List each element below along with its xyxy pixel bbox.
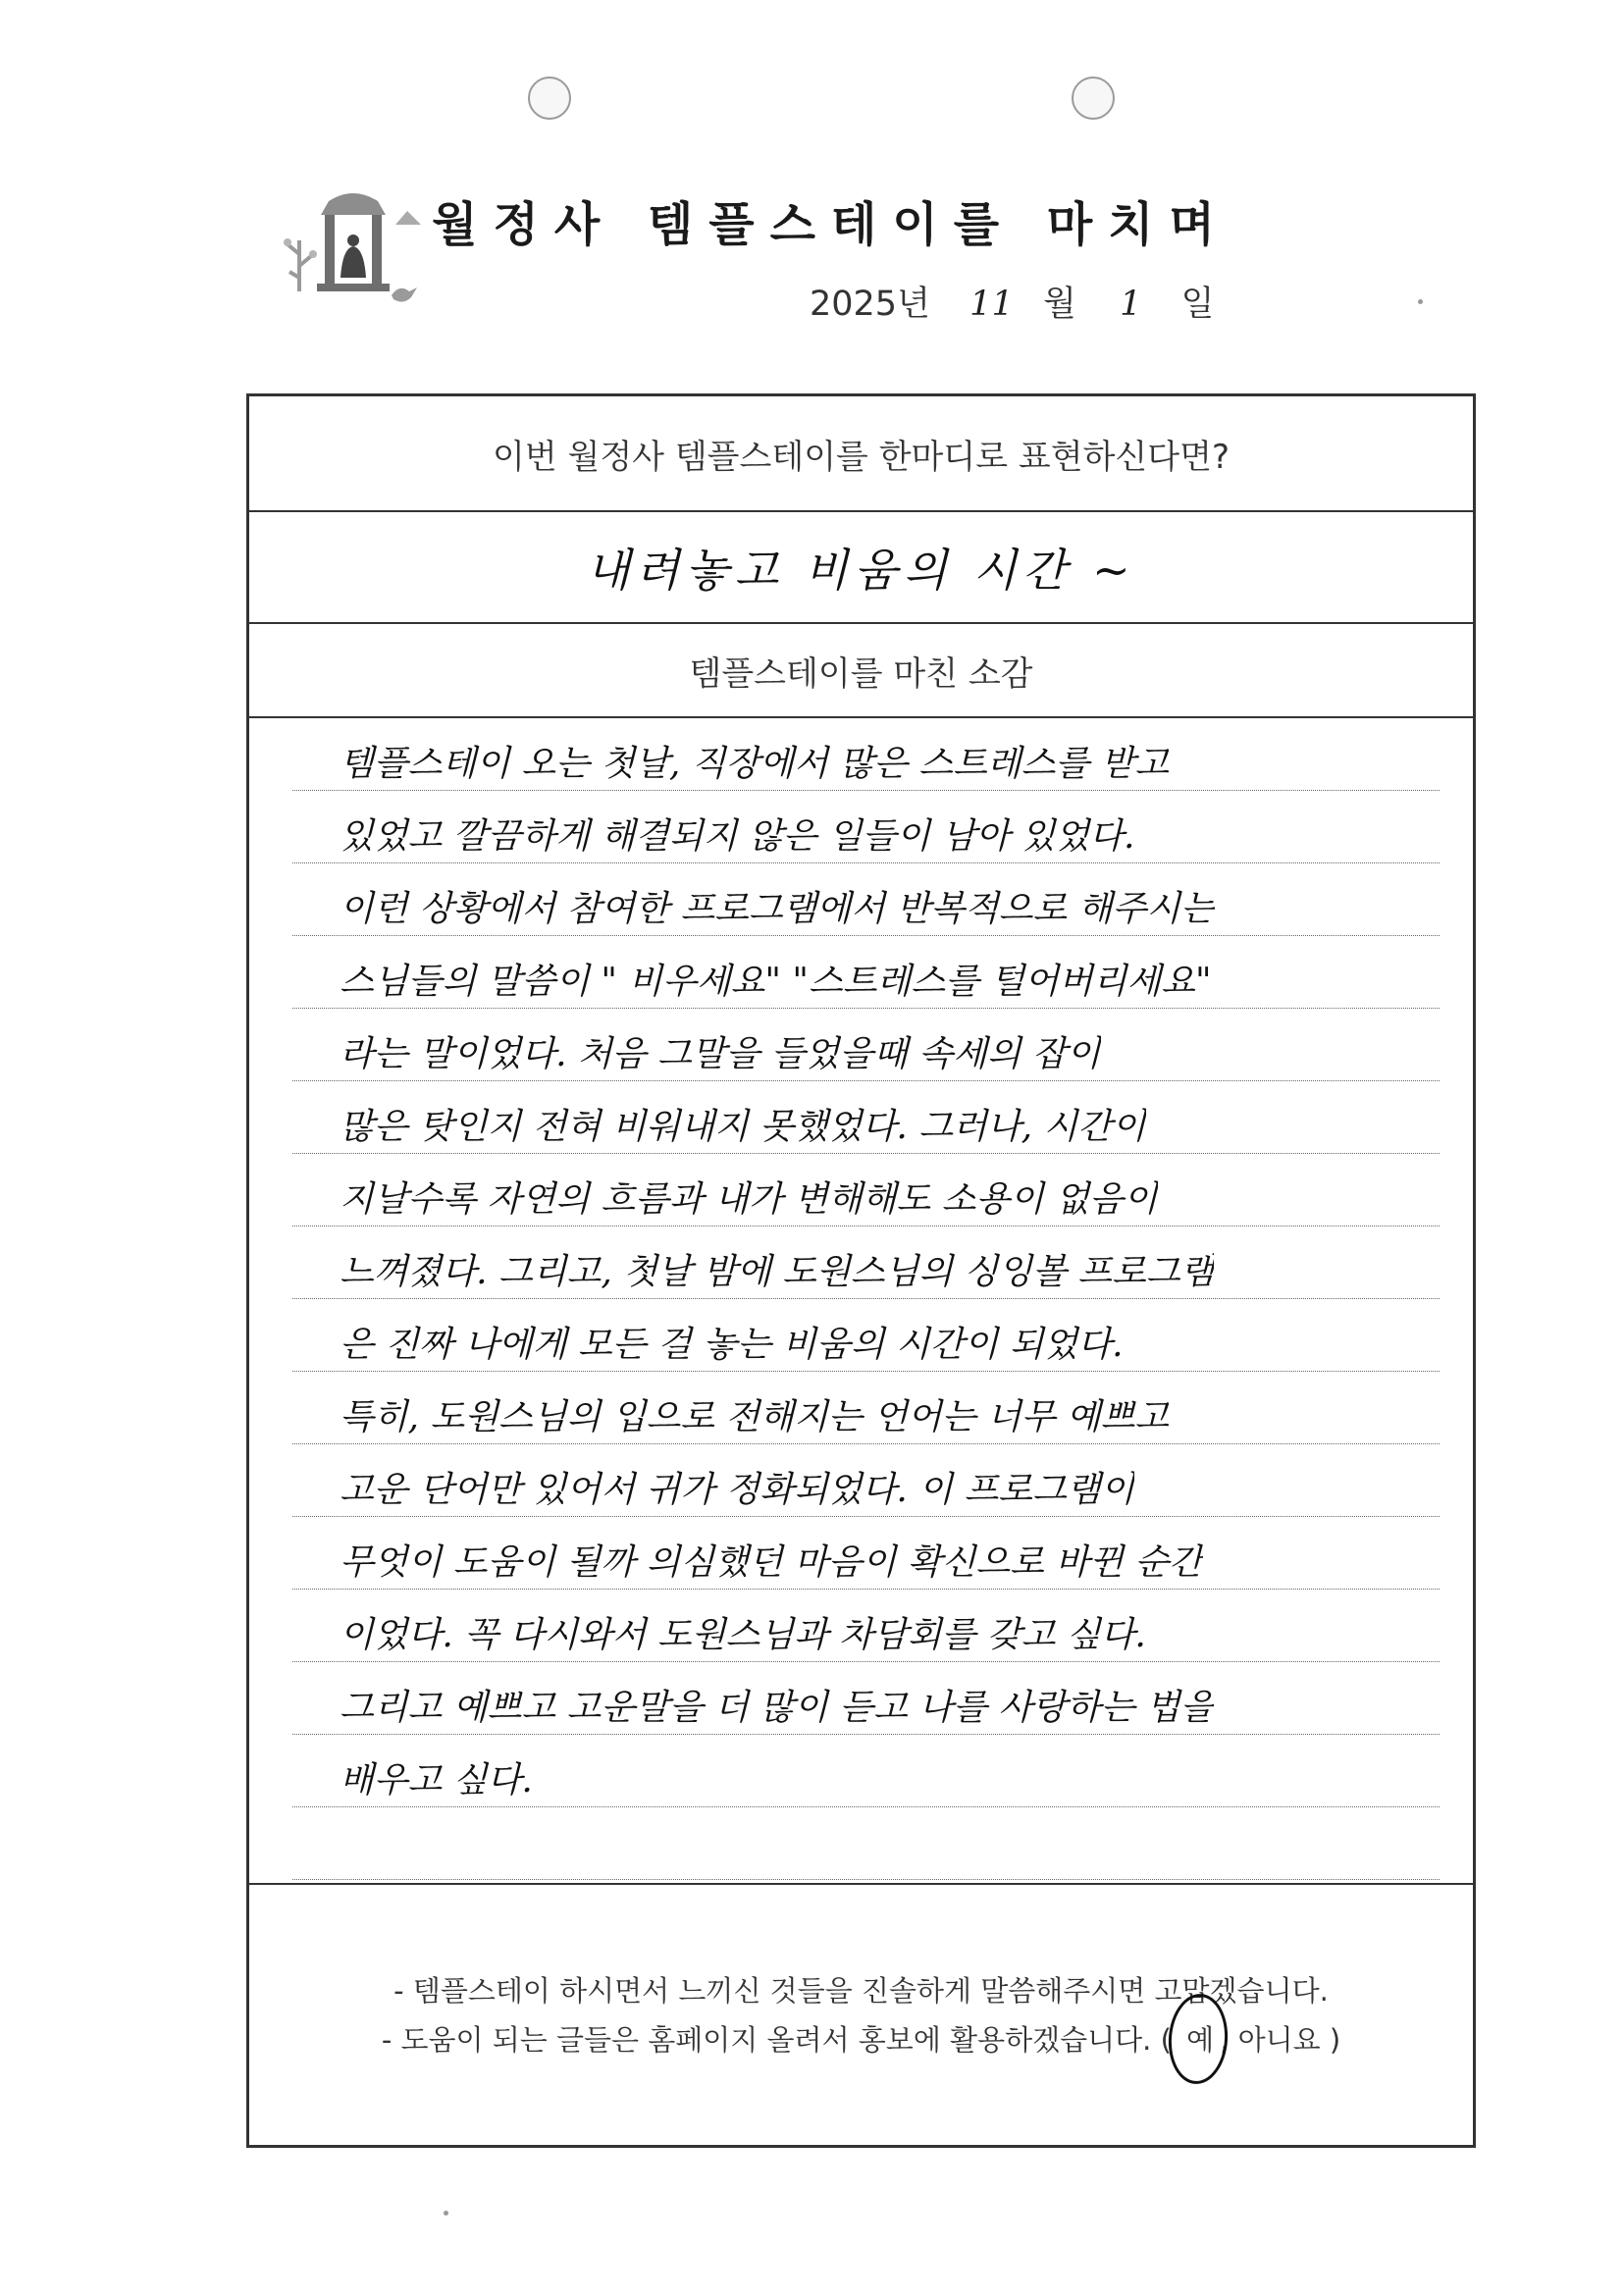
writing-line [292, 718, 1440, 791]
date-day-value: 1 [1120, 285, 1142, 324]
question-two-heading: 템플스테이를 마친 소감 [689, 653, 1033, 694]
note-line-two-prefix: - 도움이 되는 글들은 홈페이지 올려서 홍보에 활용하겠습니다. ( [381, 2023, 1172, 2057]
writing-line [292, 1226, 1440, 1299]
handwritten-line: 배우고 싶다. [340, 1760, 533, 1800]
option-yes-circled [1180, 2015, 1220, 2064]
answer-one-row [249, 512, 1473, 624]
option-separator: , [1220, 2023, 1230, 2057]
question-one-text: 이번 월정사 템플스테이를 한마디로 표현하신다면? [493, 437, 1230, 477]
handwritten-answer-area [249, 718, 1473, 1885]
page-title: 월정사 템플스테이를 마치며 [432, 197, 1230, 252]
date-day-label: 일 [1180, 285, 1215, 324]
handwritten-line: 스님들의 말씀이 " 비우세요" "스트레스를 털어버리세요" [340, 962, 1212, 1002]
handwritten-line: 무엇이 도움이 될까 의심했던 마음이 확신으로 바뀐 순간 [340, 1542, 1203, 1583]
writing-line [292, 863, 1440, 936]
handwritten-line: 은 진짜 나에게 모든 걸 놓는 비움의 시간이 되었다. [340, 1325, 1124, 1365]
writing-line [292, 1009, 1440, 1081]
date-month-label: 월 [1043, 285, 1076, 324]
punch-hole-right [1072, 77, 1115, 120]
writing-line [292, 1444, 1440, 1517]
writing-line [292, 1299, 1440, 1372]
writing-line [292, 1590, 1440, 1662]
note-line-two [249, 2015, 1473, 2064]
writing-line [292, 1662, 1440, 1735]
date-line [810, 277, 1214, 326]
handwritten-line: 라는 말이었다. 처음 그말을 들었을때 속세의 잡이 [340, 1034, 1101, 1074]
writing-line [292, 936, 1440, 1009]
handwritten-line: 이런 상황에서 참여한 프로그램에서 반복적으로 해주시는 [340, 889, 1215, 929]
scan-speck [444, 2211, 448, 2216]
form-notes [249, 1966, 1473, 2064]
question-one-row [249, 396, 1473, 512]
writing-line [292, 1154, 1440, 1226]
writing-line [292, 1807, 1440, 1880]
writing-line [292, 1372, 1440, 1444]
writing-line [292, 1517, 1440, 1590]
handwritten-line: 고운 단어만 있어서 귀가 정화되었다. 이 프로그램이 [340, 1470, 1135, 1510]
handwritten-line: 있었고 깔끔하게 해결되지 않은 일들이 남아 있었다. [340, 816, 1135, 857]
writing-line [292, 1081, 1440, 1154]
option-yes: 예 [1186, 2023, 1215, 2057]
note-line-two-suffix: ) [1329, 2023, 1341, 2057]
handwritten-line: 느껴졌다. 그리고, 첫날 밤에 도원스님의 싱잉볼 프로그램 [340, 1252, 1215, 1292]
date-month-value: 11 [969, 285, 1014, 324]
question-two-row [249, 624, 1473, 718]
punch-hole-left [528, 77, 571, 120]
handwritten-line: 이었다. 꼭 다시와서 도원스님과 차담회를 갖고 싶다. [340, 1615, 1146, 1655]
answer-one-text: 내려놓고 비움의 시간 ~ [586, 544, 1136, 597]
writing-line [292, 791, 1440, 863]
handwritten-line: 그리고 예쁘고 고운말을 더 많이 듣고 나를 사랑하는 법을 [340, 1688, 1215, 1728]
handwritten-line: 지날수록 자연의 흐름과 내가 변해해도 소용이 없음이 [340, 1179, 1158, 1220]
handwritten-line: 특히, 도원스님의 입으로 전해지는 언어는 너무 예쁘고 [340, 1397, 1170, 1437]
handwritten-line: 많은 탓인지 전혀 비워내지 못했었다. 그러나, 시간이 [340, 1107, 1146, 1147]
option-no: 아니요 [1237, 2023, 1321, 2057]
handwritten-line: 템플스테이 오는 첫날, 직장에서 많은 스트레스를 받고 [340, 744, 1170, 784]
reflection-form [246, 393, 1476, 2148]
note-line-one: - 템플스테이 하시면서 느끼신 것들을 진솔하게 말씀해주시면 고맙겠습니다. [393, 1974, 1329, 2008]
date-year-label: 2025년 [810, 285, 930, 324]
scan-speck [1418, 299, 1423, 304]
writing-line [292, 1735, 1440, 1807]
